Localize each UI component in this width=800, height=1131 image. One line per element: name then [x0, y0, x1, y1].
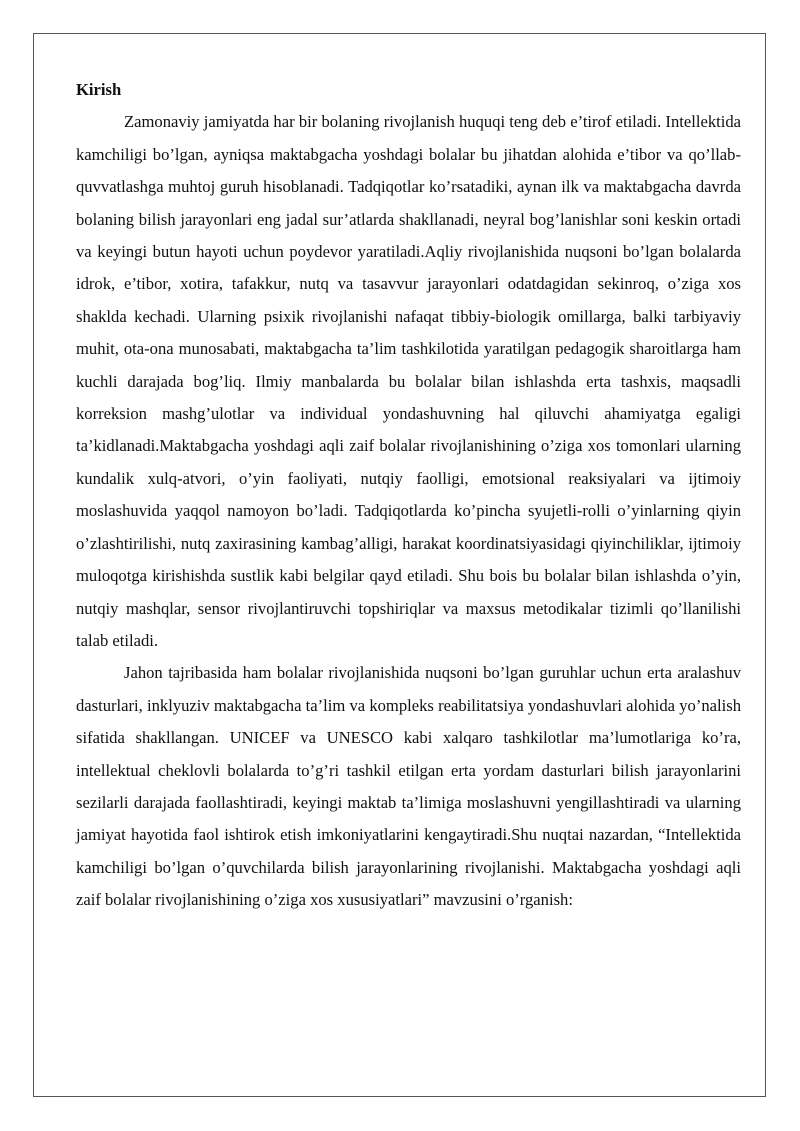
document-body	[76, 74, 741, 917]
section-heading: Kirish	[76, 80, 122, 99]
paragraph-2: Jahon tajribasida ham bolalar rivojlanishida nuqsoni bo’lgan guruhlar uchun erta aralashuv dasturlari, inklyuziv maktabgacha ta’lim va kompleks reabilitatsiya yondashuvlari alohida yo’nalish sifatida shakllangan. UNICEF va UNESCO kabi xalqaro tashkilotlar ma’lumotlariga ko’ra, intellektual cheklovli bolalarda to’g’ri tashkil etilgan erta yordam dasturlari bilish jarayonlarini sezilarli darajada faollashtiradi, keyingi maktab ta’limiga moslashuvni yengillashtiradi va ularning jamiyat hayotida faol ishtirok etish imkoniyatlarini kengaytiradi.Shu nuqtai nazardan, “Intellektida kamchiligi bo’lgan o’quvchilarda bilish jarayonlarining rivojlanishi. Maktabgacha yoshdagi aqli zaif bolalar rivojlanishining o’ziga xos xususiyatlari” mavzusini o’rganish:	[76, 663, 741, 910]
paragraph-1: Zamonaviy jamiyatda har bir bolaning rivojlanish huquqi teng deb e’tirof etiladi. Intellektida kamchiligi bo’lgan, ayniqsa maktabgacha yoshdagi bolalar bu jihatdan alohida e’tibor va qo’llab-quvvatlashga muhtoj guruh hisoblanadi. Tadqiqotlar ko’rsatadiki, aynan ilk va maktabgacha davrda bolaning bilish jarayonlari eng jadal sur’atlarda shakllanadi, neyral bog’lanishlar soni keskin ortadi va keyingi butun hayoti uchun poydevor yaratiladi.Aqliy rivojlanishida nuqsoni bo’lgan bolalarda idrok, e’tibor, xotira, tafakkur, nutq va tasavvur jarayonlari odatdagidan sekinroq, o’ziga xos shaklda kechadi. Ularning psixik rivojlanishi nafaqat tibbiy-biologik omillarga, balki tarbiyaviy muhit, ota-ona munosabati, maktabgacha ta’lim tashkilotida yaratilgan pedagogik sharoitlarga ham kuchli darajada bog’liq. Ilmiy manbalarda bu bolalar bilan ishlashda erta tashxis, maqsadli korreksion mashg’ulotlar va individual yondashuvning hal qiluvchi ahamiyatga egaligi ta’kidlanadi.Maktabgacha yoshdagi aqli zaif bolalar rivojlanishining o’ziga xos tomonlari ularning kundalik xulq-atvori, o’yin faoliyati, nutqiy faolligi, emotsional reaksiyalari va ijtimoiy moslashuvida yaqqol namoyon bo’ladi. Tadqiqotlarda ko’pincha syujetli-rolli o’yinlarning qiyin o’zlashtirilishi, nutq zaxirasining kambag’alligi, harakat koordinatsiyasidagi qiyinchiliklar, ijtimoiy muloqotga kirishishda sustlik kabi belgilar qayd etiladi. Shu bois bu bolalar bilan ishlashda o’yin, nutqiy mashqlar, sensor rivojlantiruvchi topshiriqlar va maxsus metodikalar tizimli qo’llanilishi talab etiladi.	[76, 112, 741, 650]
